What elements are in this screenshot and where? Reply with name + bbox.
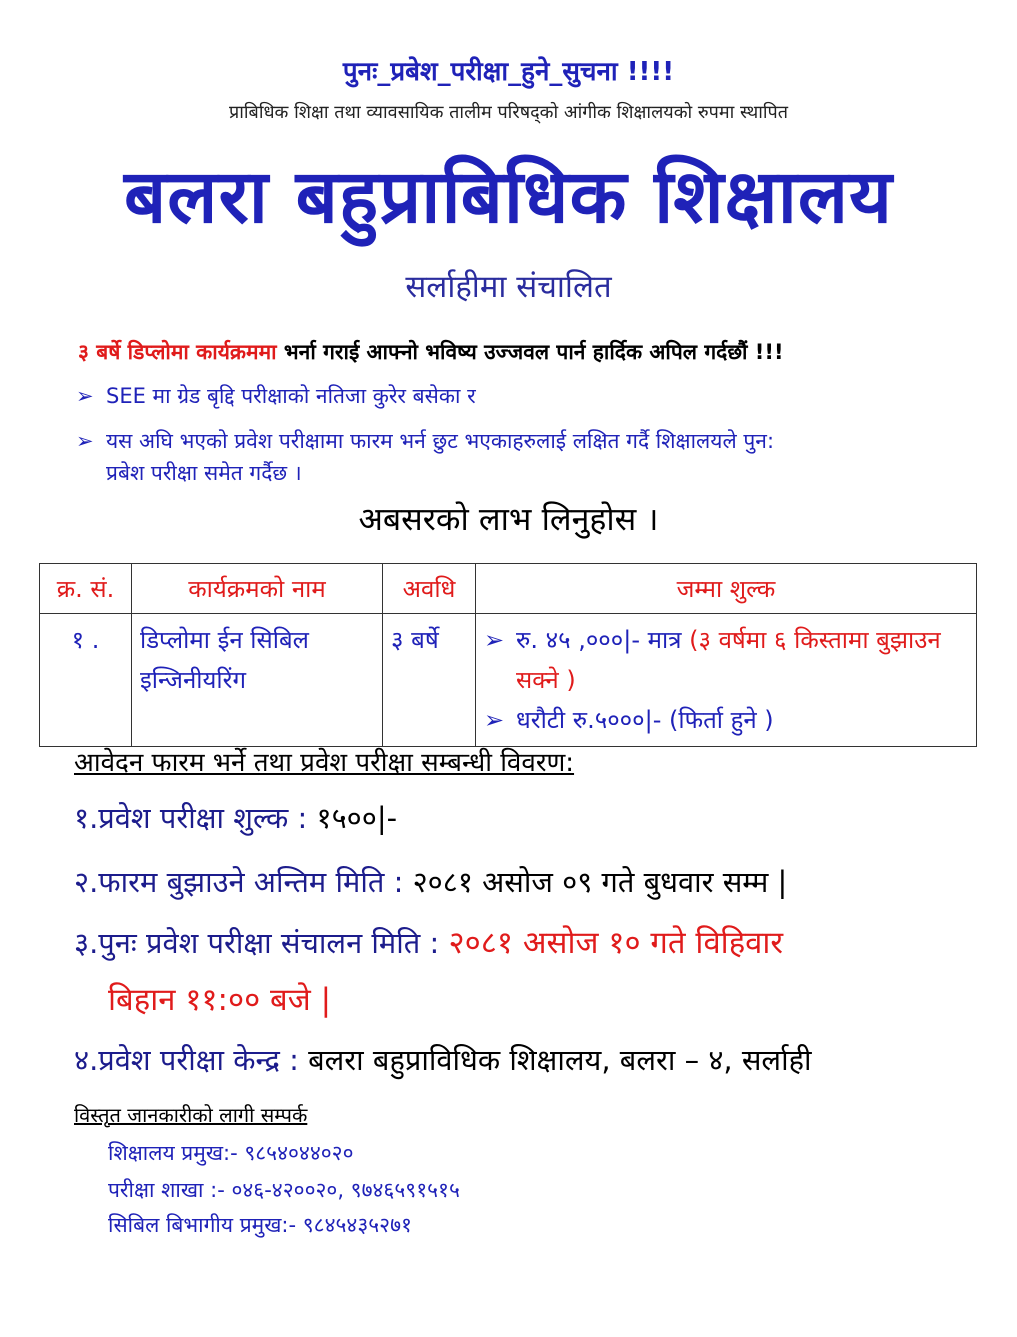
bullet-text: SEE मा ग्रेड बृद्दि परीक्षाको नतिजा कुरेर बसेका र — [106, 384, 476, 408]
bullet-text: यस अघि भएको प्रवेश परीक्षामा फारम भर्न छुट भएकाहरुलाई लक्षित गर्दै शिक्षालयले पुन: — [106, 429, 775, 453]
header-program: कार्यक्रमको नाम — [132, 564, 383, 614]
header-sn: क्र. सं. — [40, 564, 132, 614]
appeal-rest: भर्ना गराई आफ्नो भविष्य उज्जवल पार्न हार्दिक अपिल गर्दछौं !!! — [276, 340, 784, 364]
bullet-missed-form — [76, 425, 956, 489]
fee-amount: रु. ४५ ,०००|- मात्र — [516, 626, 682, 654]
header-fee: जम्मा शुल्क — [476, 564, 977, 614]
arrow-bullet-icon: ➢ — [484, 626, 505, 654]
detail-value: २०८१ असोज ०९ गते बुधवार सम्म | — [412, 865, 788, 899]
detail-label: ४.प्रवेश परीक्षा केन्द्र : — [74, 1043, 309, 1077]
deposit-text: धरौटी रु.५०००|- (फिर्ता हुने ) — [516, 706, 774, 734]
details-heading: आवेदन फारम भर्ने तथा प्रवेश परीक्षा सम्बन्धी विवरण: — [74, 748, 575, 778]
fee-text — [516, 620, 968, 700]
arrow-bullet-icon: ➢ — [484, 706, 505, 734]
detail-exam-center — [74, 1040, 812, 1079]
detail-label: २.फारम बुझाउने अन्तिम मिति : — [74, 865, 413, 899]
cell-program: डिप्लोमा ईन सिबिल इन्जिनीयरिंग — [132, 614, 383, 747]
detail-form-deadline — [74, 862, 787, 901]
contact-exam-section: परीक्षा शाखा :- ०४६-४२००२०, ९७४६५९१५१५ — [108, 1178, 460, 1202]
detail-label: १.प्रवेश परीक्षा शुल्क : — [74, 801, 317, 835]
detail-value: १५००|- — [316, 801, 398, 835]
cell-duration: ३ बर्षे — [383, 614, 476, 747]
detail-exam-time: बिहान ११:०० बजे | — [108, 982, 332, 1018]
contact-chief: शिक्षालय प्रमुख:- ९८५४०४४०२० — [108, 1141, 354, 1165]
institution-name: बलरा बहुप्राबिधिक शिक्षालय — [124, 154, 893, 240]
table-row — [40, 614, 977, 747]
cell-fee — [476, 614, 977, 747]
fee-line — [484, 620, 968, 700]
contact-heading: विस्तृत जानकारीको लागी सम्पर्क — [74, 1103, 308, 1127]
detail-value: बलरा बहुप्राविधिक शिक्षालय, बलरा – ४, सर्लाही — [308, 1043, 812, 1077]
contact-civil-head: सिबिल बिभागीय प्रमुख:- ९८४५४३५२७१ — [108, 1213, 412, 1237]
detail-value: २०८१ असोज १० गते विहिवार — [448, 925, 784, 961]
fee-installment: (३ वर्षमा ६ किस्तामा बुझाउन सक्ने ) — [516, 626, 941, 694]
bullet-text-continued: प्रबेश परीक्षा समेत गर्दैछ । — [106, 461, 302, 485]
appeal-highlight: ३ बर्षे डिप्लोमा कार्यक्रममा — [78, 340, 277, 364]
chance-line: अबसरको लाभ लिनुहोस । — [358, 500, 659, 538]
fee-table — [39, 563, 977, 747]
location-line: सर्लाहीमा संचालित — [405, 269, 612, 305]
appeal-line — [78, 338, 784, 366]
detail-exam-fee — [74, 798, 397, 837]
notice-title: पुनः_प्रबेश_परीक्षा_हुने_सुचना !!!! — [342, 57, 675, 87]
cell-sn: १ . — [40, 614, 132, 747]
bullet-see — [76, 382, 476, 410]
detail-label: ३.पुनः प्रवेश परीक्षा संचालन मिति : — [74, 926, 449, 960]
affiliation-line: प्राबिधिक शिक्षा तथा व्यावसायिक तालीम परिषद्को आंगीक शिक्षालयको रुपमा स्थापित — [228, 102, 789, 123]
header-duration: अवधि — [383, 564, 476, 614]
detail-exam-date — [74, 921, 783, 963]
deposit-line — [484, 700, 968, 740]
arrow-bullet-icon: ➢ — [76, 384, 94, 408]
arrow-bullet-icon: ➢ — [76, 429, 94, 453]
fee-table-header — [40, 564, 977, 614]
